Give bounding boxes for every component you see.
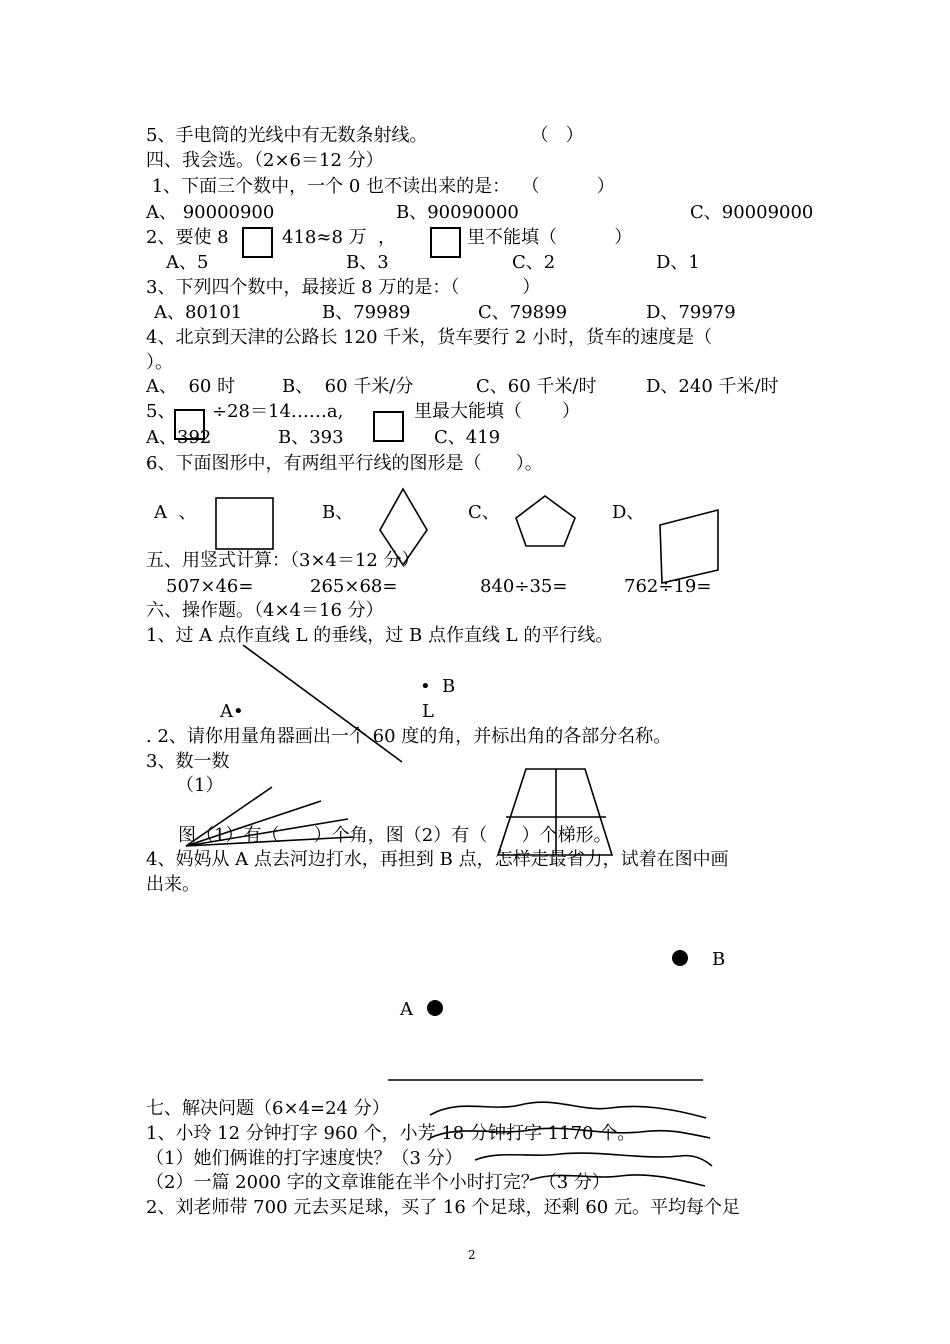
trapezoid-grid-figure — [498, 769, 612, 855]
q1-option-a: A、 90000900 — [146, 202, 275, 223]
choice-question-5-part2: 里最大能填（ ） — [414, 401, 581, 422]
q3-option-c: C、79899 — [478, 302, 568, 323]
q4-option-b: B、 60 千米/分 — [282, 376, 414, 397]
choice-question-2-part1: 2、要使 8 — [146, 227, 229, 248]
point-b-dot — [672, 950, 688, 966]
q2-option-a: A、5 — [166, 252, 209, 273]
line-l-label: L — [422, 701, 434, 722]
section-6-heading: 六、操作题。（4×4＝16 分） — [146, 600, 384, 621]
point-b-label-2: B — [712, 949, 726, 970]
page-number: 2 — [468, 1248, 476, 1262]
problem-1: 1、小玲 12 分钟打字 960 个，小芳 18 分钟打字 1170 个。 — [146, 1123, 636, 1144]
problem-2: 2、刘老师带 700 元去买足球，买了 16 个足球，还剩 60 元。平均每个足 — [146, 1197, 740, 1218]
line-l — [243, 645, 402, 762]
choice-question-3: 3、下列四个数中，最接近 8 万的是：（ ） — [146, 277, 541, 298]
count-question-line: 图（1）有（ ）个角，图（2）有（ ）个梯形。 — [178, 825, 612, 846]
operation-question-4-cont: 出来。 — [146, 874, 200, 895]
true-false-item-5: 5、手电筒的光线中有无数条射线。 （ ） — [146, 125, 584, 146]
river-waves — [430, 1102, 712, 1186]
choice-question-1: 1、下面三个数中，一个 0 也不读出来的是： （ ） — [146, 176, 615, 197]
q6-option-b: B、 — [322, 502, 354, 523]
choice-question-4: 4、北京到天津的公路长 120 千米，货车要行 2 小时，货车的速度是（ — [146, 327, 713, 348]
choice-question-5-num: 5、 — [146, 401, 176, 422]
q1-option-b: B、90090000 — [396, 202, 519, 223]
q4-option-a: A、 60 时 — [146, 376, 236, 397]
rhombus-figure — [380, 489, 427, 565]
operation-question-4: 4、妈妈从 A 点去河边打水，再担到 B 点，怎样走最省力，试着在图中画 — [146, 849, 729, 870]
q6-option-a: A 、 — [154, 502, 197, 523]
operation-question-3: 3、数一数 — [146, 751, 230, 772]
point-a-label-2: A — [400, 999, 413, 1020]
q2-option-d: D、1 — [656, 252, 700, 273]
figure-1-label: （1） — [176, 775, 224, 796]
calc-item-2: 265×68= — [310, 576, 398, 597]
q1-option-c: C、90009000 — [690, 202, 814, 223]
q5-option-c: C、419 — [434, 427, 501, 448]
q3-option-a: A、80101 — [154, 302, 243, 323]
section-5-heading: 五、用竖式计算：（3×4＝12 分） — [146, 550, 420, 571]
q5-option-a: A、392 — [146, 427, 212, 448]
calc-item-4: 762÷19= — [624, 576, 712, 597]
section-4-heading: 四、我会选。（2×6＝12 分） — [146, 150, 384, 171]
choice-question-4-cont: ）。 — [146, 352, 173, 373]
point-a-label: A• — [220, 701, 244, 722]
q3-option-b: B、79989 — [322, 302, 411, 323]
square-figure — [216, 498, 273, 549]
choice-question-2-part2: 418≈8 万 ， — [282, 227, 397, 248]
calc-item-1: 507×46= — [166, 576, 254, 597]
q4-option-c: C、60 千米/时 — [476, 376, 597, 397]
calc-item-3: 840÷35= — [480, 576, 568, 597]
angle-rays-figure — [186, 787, 353, 846]
problem-1-part1: （1）她们俩谁的打字速度快？（3 分） — [146, 1148, 463, 1169]
q3-option-d: D、79979 — [646, 302, 736, 323]
problem-1-part2: （2）一篇 2000 字的文章谁能在半个小时打完？（3 分） — [146, 1172, 610, 1193]
section-7-heading: 七、解决问题（6×4=24 分） — [146, 1098, 390, 1119]
q6-option-c: C、 — [468, 502, 500, 523]
point-b-label: • B — [420, 676, 456, 697]
pentagon-figure — [516, 496, 575, 546]
q5-option-b: B、393 — [278, 427, 344, 448]
choice-question-2-part3: 里不能填（ ） — [467, 227, 633, 248]
q2-option-b: B、3 — [346, 252, 389, 273]
point-a-dot — [427, 1000, 443, 1016]
q6-option-d: D、 — [612, 502, 645, 523]
choice-question-5-part1: ÷28＝14……a, — [212, 401, 344, 422]
q2-option-c: C、2 — [512, 252, 556, 273]
q4-option-d: D、240 千米/时 — [646, 376, 779, 397]
choice-question-6: 6、下面图形中，有两组平行线的图形是（ ）。 — [146, 453, 543, 474]
trapezoid-figure — [660, 510, 718, 583]
operation-question-2: . 2、请你用量角器画出一个 60 度的角，并标出角的各部分名称。 — [146, 726, 672, 747]
operation-question-1: 1、过 A 点作直线 L 的垂线，过 B 点作直线 L 的平行线。 — [146, 625, 614, 646]
